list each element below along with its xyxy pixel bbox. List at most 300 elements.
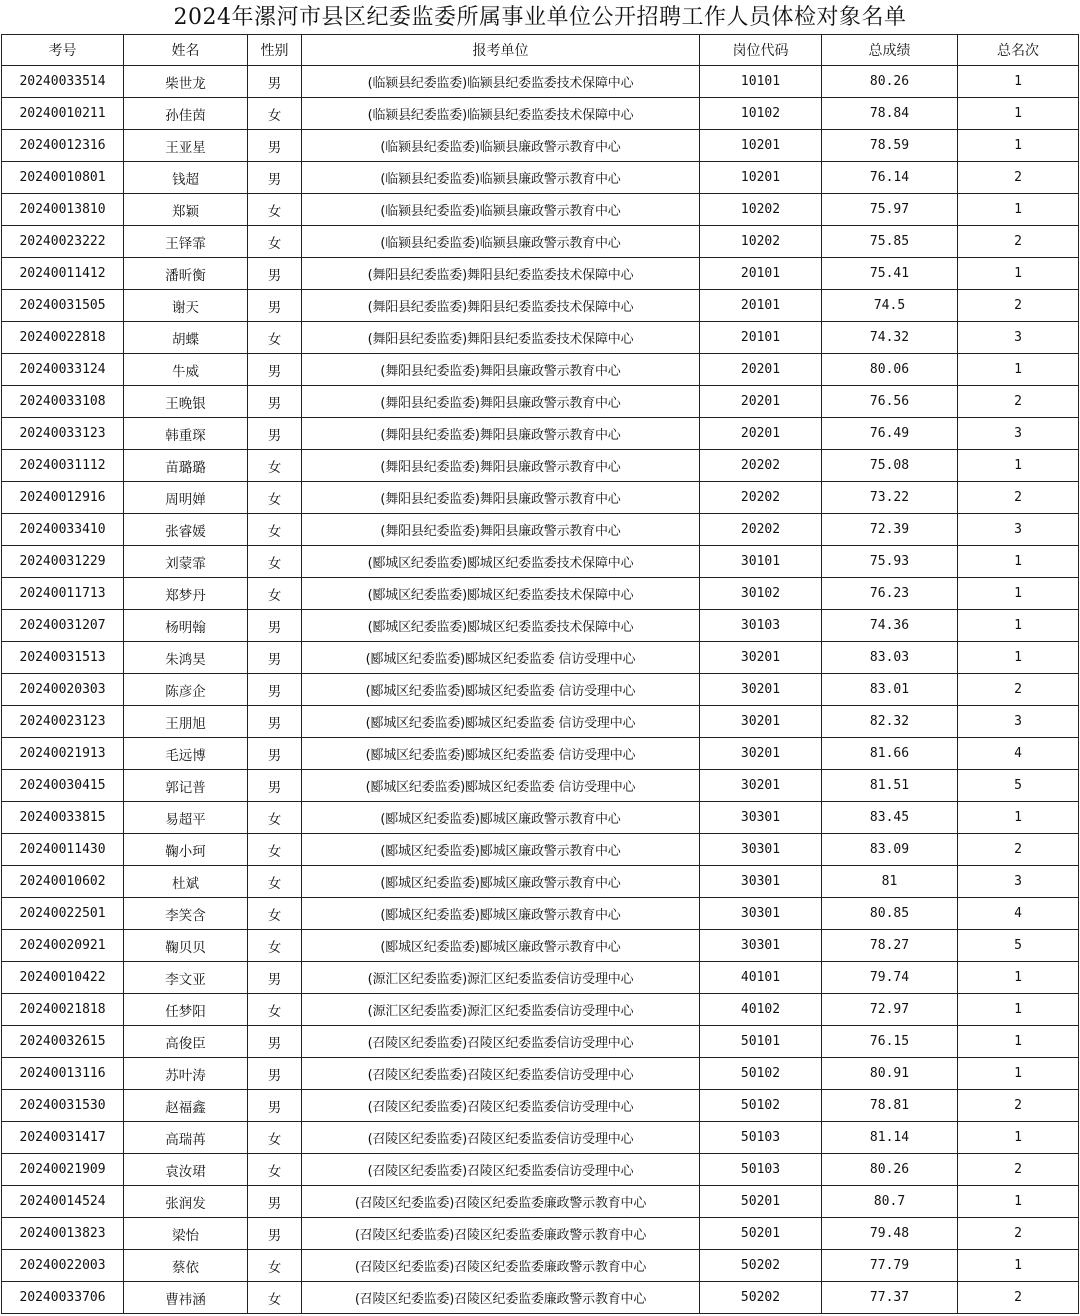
table-row bbox=[2, 290, 1079, 322]
table-row bbox=[2, 930, 1079, 962]
position-code-cell: 20101 bbox=[700, 322, 822, 354]
position-code-cell: 30201 bbox=[700, 642, 822, 674]
total-score-cell: 74.32 bbox=[822, 322, 958, 354]
total-rank-cell: 1 bbox=[958, 578, 1079, 610]
total-rank-cell: 1 bbox=[958, 546, 1079, 578]
exam-number-cell: 20240033410 bbox=[2, 514, 124, 546]
unit-cell: (舞阳县纪委监委)舞阳县廉政警示教育中心 bbox=[302, 482, 700, 514]
gender-cell: 女 bbox=[248, 898, 302, 930]
position-code-cell: 50103 bbox=[700, 1154, 822, 1186]
position-code-cell: 30102 bbox=[700, 578, 822, 610]
table-row bbox=[2, 1026, 1079, 1058]
exam-number-cell: 20240010602 bbox=[2, 866, 124, 898]
exam-number-cell: 20240020921 bbox=[2, 930, 124, 962]
table-row bbox=[2, 610, 1079, 642]
exam-number-cell: 20240031417 bbox=[2, 1122, 124, 1154]
exam-number-cell: 20240033514 bbox=[2, 66, 124, 98]
exam-number-cell: 20240011430 bbox=[2, 834, 124, 866]
total-score-cell: 80.06 bbox=[822, 354, 958, 386]
exam-number-cell: 20240010422 bbox=[2, 962, 124, 994]
table-header-row bbox=[2, 35, 1079, 66]
position-code-cell: 50103 bbox=[700, 1122, 822, 1154]
exam-number-cell: 20240031207 bbox=[2, 610, 124, 642]
name-cell: 袁汝珺 bbox=[124, 1154, 248, 1186]
total-rank-cell: 3 bbox=[958, 418, 1079, 450]
name-cell: 苗璐璐 bbox=[124, 450, 248, 482]
table-row bbox=[2, 386, 1079, 418]
total-score-cell: 76.23 bbox=[822, 578, 958, 610]
total-rank-cell: 1 bbox=[958, 194, 1079, 226]
table-row bbox=[2, 770, 1079, 802]
exam-number-cell: 20240013810 bbox=[2, 194, 124, 226]
table-row bbox=[2, 226, 1079, 258]
name-cell: 鞠贝贝 bbox=[124, 930, 248, 962]
total-score-cell: 81.14 bbox=[822, 1122, 958, 1154]
exam-number-cell: 20240033706 bbox=[2, 1282, 124, 1314]
unit-cell: (召陵区纪委监委)召陵区纪委监委廉政警示教育中心 bbox=[302, 1186, 700, 1218]
gender-cell: 男 bbox=[248, 706, 302, 738]
table-row bbox=[2, 1090, 1079, 1122]
exam-number-cell: 20240014524 bbox=[2, 1186, 124, 1218]
total-rank-cell: 5 bbox=[958, 770, 1079, 802]
name-cell: 赵福鑫 bbox=[124, 1090, 248, 1122]
exam-number-cell: 20240031530 bbox=[2, 1090, 124, 1122]
header-total-rank: 总名次 bbox=[958, 35, 1079, 66]
total-score-cell: 83.03 bbox=[822, 642, 958, 674]
table-row bbox=[2, 802, 1079, 834]
position-code-cell: 10201 bbox=[700, 162, 822, 194]
exam-number-cell: 20240033124 bbox=[2, 354, 124, 386]
unit-cell: (召陵区纪委监委)召陵区纪委监委廉政警示教育中心 bbox=[302, 1282, 700, 1314]
name-cell: 胡蝶 bbox=[124, 322, 248, 354]
total-rank-cell: 1 bbox=[958, 258, 1079, 290]
unit-cell: (召陵区纪委监委)召陵区纪委监委信访受理中心 bbox=[302, 1090, 700, 1122]
header-gender: 性别 bbox=[248, 35, 302, 66]
total-score-cell: 73.22 bbox=[822, 482, 958, 514]
table-row bbox=[2, 962, 1079, 994]
name-cell: 郭记普 bbox=[124, 770, 248, 802]
exam-number-cell: 20240022003 bbox=[2, 1250, 124, 1282]
gender-cell: 男 bbox=[248, 642, 302, 674]
exam-number-cell: 20240013116 bbox=[2, 1058, 124, 1090]
total-rank-cell: 2 bbox=[958, 226, 1079, 258]
name-cell: 王朋旭 bbox=[124, 706, 248, 738]
exam-number-cell: 20240023123 bbox=[2, 706, 124, 738]
position-code-cell: 30101 bbox=[700, 546, 822, 578]
total-rank-cell: 2 bbox=[958, 1282, 1079, 1314]
total-rank-cell: 2 bbox=[958, 386, 1079, 418]
unit-cell: (郾城区纪委监委)郾城区纪委监委技术保障中心 bbox=[302, 578, 700, 610]
exam-number-cell: 20240021909 bbox=[2, 1154, 124, 1186]
total-score-cell: 78.84 bbox=[822, 98, 958, 130]
unit-cell: (郾城区纪委监委)郾城区纪委监委技术保障中心 bbox=[302, 610, 700, 642]
position-code-cell: 50101 bbox=[700, 1026, 822, 1058]
total-score-cell: 78.59 bbox=[822, 130, 958, 162]
position-code-cell: 20201 bbox=[700, 418, 822, 450]
gender-cell: 女 bbox=[248, 514, 302, 546]
name-cell: 朱鸿昊 bbox=[124, 642, 248, 674]
table-body bbox=[2, 66, 1079, 1314]
total-score-cell: 80.26 bbox=[822, 66, 958, 98]
total-score-cell: 82.32 bbox=[822, 706, 958, 738]
exam-number-cell: 20240012316 bbox=[2, 130, 124, 162]
position-code-cell: 40101 bbox=[700, 962, 822, 994]
total-rank-cell: 5 bbox=[958, 930, 1079, 962]
total-rank-cell: 1 bbox=[958, 130, 1079, 162]
total-score-cell: 81.66 bbox=[822, 738, 958, 770]
gender-cell: 女 bbox=[248, 226, 302, 258]
total-score-cell: 81 bbox=[822, 866, 958, 898]
name-cell: 张润发 bbox=[124, 1186, 248, 1218]
position-code-cell: 50102 bbox=[700, 1058, 822, 1090]
name-cell: 郑梦丹 bbox=[124, 578, 248, 610]
name-cell: 高瑞苒 bbox=[124, 1122, 248, 1154]
position-code-cell: 20201 bbox=[700, 386, 822, 418]
exam-number-cell: 20240022501 bbox=[2, 898, 124, 930]
table-row bbox=[2, 66, 1079, 98]
unit-cell: (舞阳县纪委监委)舞阳县廉政警示教育中心 bbox=[302, 354, 700, 386]
name-cell: 张睿媛 bbox=[124, 514, 248, 546]
name-cell: 苏叶涛 bbox=[124, 1058, 248, 1090]
total-score-cell: 74.5 bbox=[822, 290, 958, 322]
total-score-cell: 78.27 bbox=[822, 930, 958, 962]
gender-cell: 男 bbox=[248, 290, 302, 322]
table-row bbox=[2, 674, 1079, 706]
table-row bbox=[2, 898, 1079, 930]
total-score-cell: 76.56 bbox=[822, 386, 958, 418]
gender-cell: 女 bbox=[248, 482, 302, 514]
total-rank-cell: 4 bbox=[958, 898, 1079, 930]
position-code-cell: 30201 bbox=[700, 706, 822, 738]
total-rank-cell: 1 bbox=[958, 354, 1079, 386]
exam-number-cell: 20240032615 bbox=[2, 1026, 124, 1058]
unit-cell: (郾城区纪委监委)郾城区纪委监委 信访受理中心 bbox=[302, 642, 700, 674]
total-rank-cell: 1 bbox=[958, 1250, 1079, 1282]
exam-number-cell: 20240021913 bbox=[2, 738, 124, 770]
table-row bbox=[2, 706, 1079, 738]
table-row bbox=[2, 514, 1079, 546]
gender-cell: 男 bbox=[248, 1186, 302, 1218]
exam-number-cell: 20240033123 bbox=[2, 418, 124, 450]
unit-cell: (召陵区纪委监委)召陵区纪委监委信访受理中心 bbox=[302, 1122, 700, 1154]
exam-number-cell: 20240020303 bbox=[2, 674, 124, 706]
unit-cell: (郾城区纪委监委)郾城区纪委监委技术保障中心 bbox=[302, 546, 700, 578]
total-score-cell: 72.97 bbox=[822, 994, 958, 1026]
gender-cell: 女 bbox=[248, 866, 302, 898]
total-score-cell: 74.36 bbox=[822, 610, 958, 642]
unit-cell: (召陵区纪委监委)召陵区纪委监委廉政警示教育中心 bbox=[302, 1218, 700, 1250]
total-rank-cell: 1 bbox=[958, 98, 1079, 130]
table-row bbox=[2, 1122, 1079, 1154]
gender-cell: 男 bbox=[248, 1026, 302, 1058]
unit-cell: (临颍县纪委监委)临颍县廉政警示教育中心 bbox=[302, 130, 700, 162]
unit-cell: (郾城区纪委监委)郾城区廉政警示教育中心 bbox=[302, 802, 700, 834]
total-score-cell: 76.14 bbox=[822, 162, 958, 194]
position-code-cell: 30201 bbox=[700, 674, 822, 706]
total-rank-cell: 2 bbox=[958, 1090, 1079, 1122]
gender-cell: 男 bbox=[248, 770, 302, 802]
name-cell: 牛威 bbox=[124, 354, 248, 386]
gender-cell: 男 bbox=[248, 962, 302, 994]
total-rank-cell: 1 bbox=[958, 1026, 1079, 1058]
unit-cell: (召陵区纪委监委)召陵区纪委监委信访受理中心 bbox=[302, 1154, 700, 1186]
position-code-cell: 20101 bbox=[700, 258, 822, 290]
total-rank-cell: 1 bbox=[958, 1058, 1079, 1090]
name-cell: 梁怡 bbox=[124, 1218, 248, 1250]
exam-number-cell: 20240010801 bbox=[2, 162, 124, 194]
unit-cell: (召陵区纪委监委)召陵区纪委监委廉政警示教育中心 bbox=[302, 1250, 700, 1282]
total-score-cell: 80.26 bbox=[822, 1154, 958, 1186]
name-cell: 柴世龙 bbox=[124, 66, 248, 98]
total-score-cell: 72.39 bbox=[822, 514, 958, 546]
table-row bbox=[2, 1282, 1079, 1314]
position-code-cell: 30103 bbox=[700, 610, 822, 642]
gender-cell: 男 bbox=[248, 354, 302, 386]
exam-number-cell: 20240023222 bbox=[2, 226, 124, 258]
name-cell: 王亚星 bbox=[124, 130, 248, 162]
unit-cell: (舞阳县纪委监委)舞阳县纪委监委技术保障中心 bbox=[302, 258, 700, 290]
position-code-cell: 50201 bbox=[700, 1218, 822, 1250]
name-cell: 鞠小珂 bbox=[124, 834, 248, 866]
exam-number-cell: 20240022818 bbox=[2, 322, 124, 354]
name-cell: 高俊臣 bbox=[124, 1026, 248, 1058]
total-score-cell: 83.01 bbox=[822, 674, 958, 706]
exam-number-cell: 20240021818 bbox=[2, 994, 124, 1026]
exam-number-cell: 20240033815 bbox=[2, 802, 124, 834]
unit-cell: (舞阳县纪委监委)舞阳县廉政警示教育中心 bbox=[302, 418, 700, 450]
name-cell: 杨明翰 bbox=[124, 610, 248, 642]
total-rank-cell: 2 bbox=[958, 674, 1079, 706]
total-rank-cell: 3 bbox=[958, 322, 1079, 354]
position-code-cell: 30301 bbox=[700, 866, 822, 898]
unit-cell: (舞阳县纪委监委)舞阳县纪委监委技术保障中心 bbox=[302, 322, 700, 354]
exam-number-cell: 20240010211 bbox=[2, 98, 124, 130]
unit-cell: (临颍县纪委监委)临颍县廉政警示教育中心 bbox=[302, 162, 700, 194]
name-cell: 王铎霏 bbox=[124, 226, 248, 258]
exam-number-cell: 20240031112 bbox=[2, 450, 124, 482]
gender-cell: 男 bbox=[248, 418, 302, 450]
gender-cell: 女 bbox=[248, 578, 302, 610]
gender-cell: 女 bbox=[248, 546, 302, 578]
table-row bbox=[2, 258, 1079, 290]
unit-cell: (临颍县纪委监委)临颍县廉政警示教育中心 bbox=[302, 194, 700, 226]
unit-cell: (源汇区纪委监委)源汇区纪委监委信访受理中心 bbox=[302, 962, 700, 994]
name-cell: 韩重琛 bbox=[124, 418, 248, 450]
name-cell: 李文亚 bbox=[124, 962, 248, 994]
position-code-cell: 20202 bbox=[700, 450, 822, 482]
name-cell: 谢天 bbox=[124, 290, 248, 322]
position-code-cell: 30201 bbox=[700, 738, 822, 770]
table-row bbox=[2, 1154, 1079, 1186]
name-cell: 周明婵 bbox=[124, 482, 248, 514]
table-row bbox=[2, 738, 1079, 770]
exam-number-cell: 20240011412 bbox=[2, 258, 124, 290]
table-row bbox=[2, 130, 1079, 162]
exam-number-cell: 20240011713 bbox=[2, 578, 124, 610]
table-row bbox=[2, 194, 1079, 226]
exam-number-cell: 20240012916 bbox=[2, 482, 124, 514]
total-rank-cell: 1 bbox=[958, 610, 1079, 642]
total-rank-cell: 1 bbox=[958, 1122, 1079, 1154]
table-row bbox=[2, 98, 1079, 130]
gender-cell: 男 bbox=[248, 1090, 302, 1122]
table-row bbox=[2, 994, 1079, 1026]
position-code-cell: 10202 bbox=[700, 226, 822, 258]
name-cell: 任梦阳 bbox=[124, 994, 248, 1026]
total-score-cell: 81.51 bbox=[822, 770, 958, 802]
name-cell: 蔡依 bbox=[124, 1250, 248, 1282]
position-code-cell: 50202 bbox=[700, 1250, 822, 1282]
position-code-cell: 50202 bbox=[700, 1282, 822, 1314]
gender-cell: 女 bbox=[248, 194, 302, 226]
total-score-cell: 75.93 bbox=[822, 546, 958, 578]
exam-number-cell: 20240031229 bbox=[2, 546, 124, 578]
position-code-cell: 20202 bbox=[700, 482, 822, 514]
exam-number-cell: 20240033108 bbox=[2, 386, 124, 418]
header-exam-number: 考号 bbox=[2, 35, 124, 66]
position-code-cell: 20201 bbox=[700, 354, 822, 386]
total-rank-cell: 2 bbox=[958, 1154, 1079, 1186]
gender-cell: 男 bbox=[248, 738, 302, 770]
position-code-cell: 30301 bbox=[700, 802, 822, 834]
gender-cell: 女 bbox=[248, 1250, 302, 1282]
name-cell: 孙佳茵 bbox=[124, 98, 248, 130]
total-rank-cell: 3 bbox=[958, 866, 1079, 898]
total-rank-cell: 1 bbox=[958, 1186, 1079, 1218]
total-score-cell: 76.49 bbox=[822, 418, 958, 450]
gender-cell: 女 bbox=[248, 322, 302, 354]
candidate-table bbox=[1, 34, 1079, 1314]
header-position-code: 岗位代码 bbox=[700, 35, 822, 66]
total-score-cell: 80.85 bbox=[822, 898, 958, 930]
total-rank-cell: 2 bbox=[958, 834, 1079, 866]
name-cell: 陈彦企 bbox=[124, 674, 248, 706]
position-code-cell: 30201 bbox=[700, 770, 822, 802]
total-score-cell: 77.37 bbox=[822, 1282, 958, 1314]
unit-cell: (源汇区纪委监委)源汇区纪委监委信访受理中心 bbox=[302, 994, 700, 1026]
table-row bbox=[2, 450, 1079, 482]
position-code-cell: 40102 bbox=[700, 994, 822, 1026]
position-code-cell: 10202 bbox=[700, 194, 822, 226]
name-cell: 易超平 bbox=[124, 802, 248, 834]
name-cell: 潘昕衡 bbox=[124, 258, 248, 290]
unit-cell: (郾城区纪委监委)郾城区纪委监委 信访受理中心 bbox=[302, 674, 700, 706]
table-row bbox=[2, 866, 1079, 898]
unit-cell: (郾城区纪委监委)郾城区纪委监委 信访受理中心 bbox=[302, 738, 700, 770]
total-rank-cell: 3 bbox=[958, 706, 1079, 738]
exam-number-cell: 20240013823 bbox=[2, 1218, 124, 1250]
total-score-cell: 83.09 bbox=[822, 834, 958, 866]
total-score-cell: 79.48 bbox=[822, 1218, 958, 1250]
position-code-cell: 20202 bbox=[700, 514, 822, 546]
unit-cell: (舞阳县纪委监委)舞阳县廉政警示教育中心 bbox=[302, 450, 700, 482]
position-code-cell: 10101 bbox=[700, 66, 822, 98]
name-cell: 刘蒙霏 bbox=[124, 546, 248, 578]
unit-cell: (舞阳县纪委监委)舞阳县纪委监委技术保障中心 bbox=[302, 290, 700, 322]
total-score-cell: 75.41 bbox=[822, 258, 958, 290]
position-code-cell: 10201 bbox=[700, 130, 822, 162]
total-score-cell: 77.79 bbox=[822, 1250, 958, 1282]
unit-cell: (召陵区纪委监委)召陵区纪委监委信访受理中心 bbox=[302, 1026, 700, 1058]
gender-cell: 女 bbox=[248, 1282, 302, 1314]
table-row bbox=[2, 418, 1079, 450]
exam-number-cell: 20240031513 bbox=[2, 642, 124, 674]
position-code-cell: 20101 bbox=[700, 290, 822, 322]
total-rank-cell: 1 bbox=[958, 994, 1079, 1026]
table-row bbox=[2, 1186, 1079, 1218]
gender-cell: 男 bbox=[248, 130, 302, 162]
gender-cell: 女 bbox=[248, 802, 302, 834]
position-code-cell: 50102 bbox=[700, 1090, 822, 1122]
unit-cell: (郾城区纪委监委)郾城区纪委监委 信访受理中心 bbox=[302, 706, 700, 738]
total-score-cell: 75.85 bbox=[822, 226, 958, 258]
name-cell: 郑颖 bbox=[124, 194, 248, 226]
position-code-cell: 30301 bbox=[700, 834, 822, 866]
total-rank-cell: 2 bbox=[958, 162, 1079, 194]
total-score-cell: 80.91 bbox=[822, 1058, 958, 1090]
total-score-cell: 78.81 bbox=[822, 1090, 958, 1122]
gender-cell: 男 bbox=[248, 1218, 302, 1250]
unit-cell: (临颍县纪委监委)临颍县纪委监委技术保障中心 bbox=[302, 98, 700, 130]
gender-cell: 女 bbox=[248, 98, 302, 130]
name-cell: 钱超 bbox=[124, 162, 248, 194]
position-code-cell: 30301 bbox=[700, 898, 822, 930]
header-unit: 报考单位 bbox=[302, 35, 700, 66]
total-rank-cell: 3 bbox=[958, 514, 1079, 546]
gender-cell: 男 bbox=[248, 674, 302, 706]
name-cell: 王晚银 bbox=[124, 386, 248, 418]
table-row bbox=[2, 578, 1079, 610]
total-rank-cell: 1 bbox=[958, 66, 1079, 98]
name-cell: 杜斌 bbox=[124, 866, 248, 898]
unit-cell: (郾城区纪委监委)郾城区纪委监委 信访受理中心 bbox=[302, 770, 700, 802]
gender-cell: 男 bbox=[248, 1058, 302, 1090]
gender-cell: 女 bbox=[248, 450, 302, 482]
gender-cell: 女 bbox=[248, 834, 302, 866]
total-score-cell: 79.74 bbox=[822, 962, 958, 994]
position-code-cell: 50201 bbox=[700, 1186, 822, 1218]
table-row bbox=[2, 642, 1079, 674]
header-total-score: 总成绩 bbox=[822, 35, 958, 66]
total-score-cell: 80.7 bbox=[822, 1186, 958, 1218]
gender-cell: 女 bbox=[248, 930, 302, 962]
total-score-cell: 83.45 bbox=[822, 802, 958, 834]
position-code-cell: 30301 bbox=[700, 930, 822, 962]
total-rank-cell: 1 bbox=[958, 962, 1079, 994]
gender-cell: 男 bbox=[248, 386, 302, 418]
page-title: 2024年漯河市县区纪委监委所属事业单位公开招聘工作人员体检对象名单 bbox=[173, 5, 907, 30]
total-rank-cell: 4 bbox=[958, 738, 1079, 770]
name-cell: 毛远博 bbox=[124, 738, 248, 770]
table-row bbox=[2, 354, 1079, 386]
total-rank-cell: 1 bbox=[958, 642, 1079, 674]
table-row bbox=[2, 546, 1079, 578]
unit-cell: (郾城区纪委监委)郾城区廉政警示教育中心 bbox=[302, 866, 700, 898]
total-rank-cell: 2 bbox=[958, 1218, 1079, 1250]
gender-cell: 女 bbox=[248, 1154, 302, 1186]
position-code-cell: 10102 bbox=[700, 98, 822, 130]
gender-cell: 男 bbox=[248, 162, 302, 194]
total-score-cell: 75.08 bbox=[822, 450, 958, 482]
unit-cell: (舞阳县纪委监委)舞阳县廉政警示教育中心 bbox=[302, 386, 700, 418]
gender-cell: 男 bbox=[248, 610, 302, 642]
unit-cell: (临颍县纪委监委)临颍县廉政警示教育中心 bbox=[302, 226, 700, 258]
table-row bbox=[2, 834, 1079, 866]
total-score-cell: 76.15 bbox=[822, 1026, 958, 1058]
unit-cell: (郾城区纪委监委)郾城区廉政警示教育中心 bbox=[302, 930, 700, 962]
total-rank-cell: 1 bbox=[958, 802, 1079, 834]
unit-cell: (郾城区纪委监委)郾城区廉政警示教育中心 bbox=[302, 834, 700, 866]
